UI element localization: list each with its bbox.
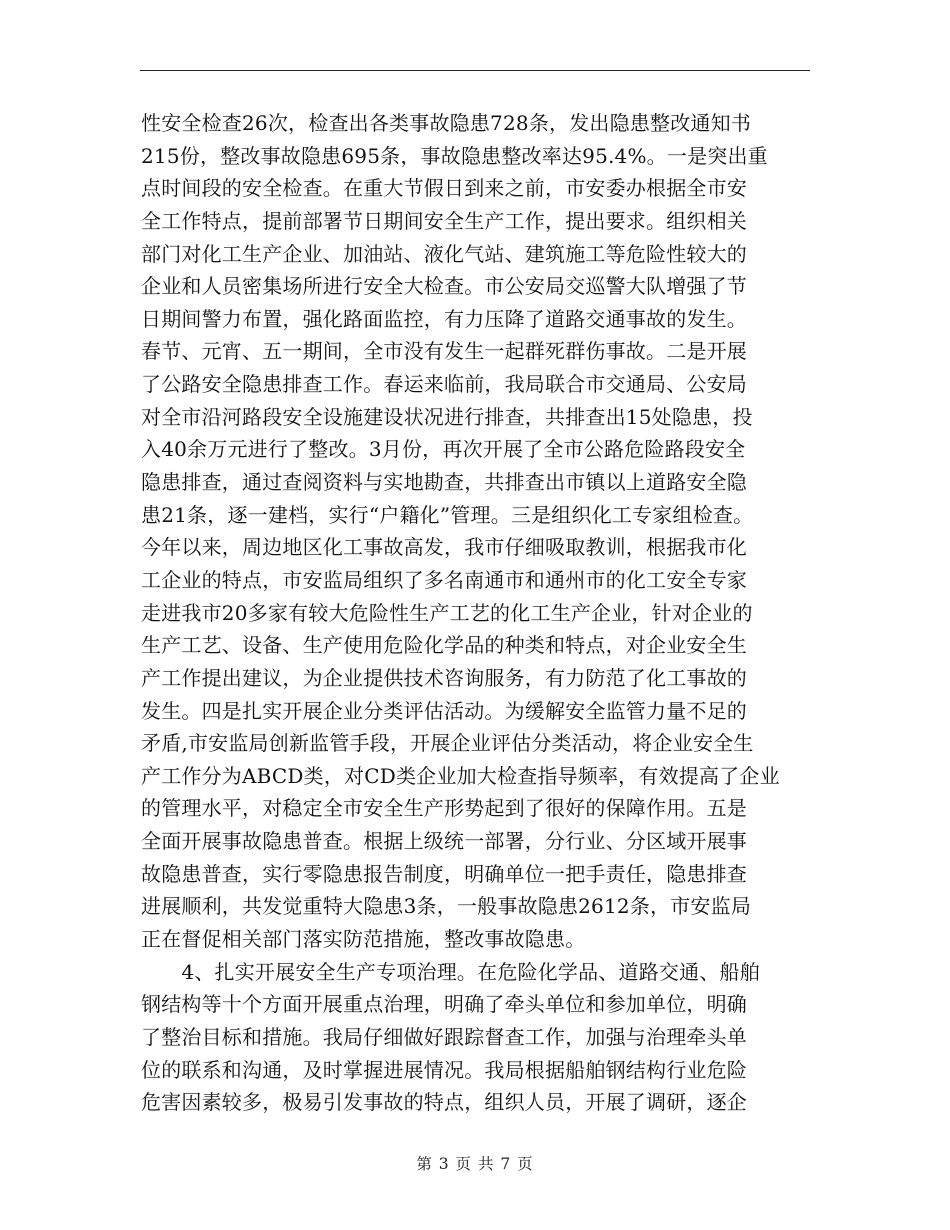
text-line: 正在督促相关部门落实防范措施，整改事故隐患。 (141, 927, 586, 952)
text-line: 入40余万元进行了整改。3月份，再次开展了全市公路危险路段安全 (141, 437, 746, 462)
text-line: 215份，整改事故隐患695条，事故隐患整改率达95.4%。一是突出重 (141, 143, 768, 168)
document-body (141, 107, 813, 1119)
text-line: 危害因素较多，极易引发事故的特点，组织人员，开展了调研，逐企 (141, 1090, 747, 1115)
text-line: 今年以来，周边地区化工事故高发，我市仔细吸取教训，根据我市化 (141, 535, 747, 560)
text-line: 工企业的特点，市安监局组织了多名南通市和通州市的化工安全专家 (141, 567, 747, 592)
text-line: 春节、元宵、五一期间，全市没有发生一起群死群伤事故。二是开展 (141, 339, 747, 364)
text-line: 发生。四是扎实开展企业分类评估活动。为缓解安全监管力量不足的 (141, 698, 747, 723)
text-line: 全工作特点，提前部署节日期间安全生产工作，提出要求。组织相关 (141, 208, 747, 233)
text-line: 企业和人员密集场所进行安全大检查。市公安局交巡警大队增强了节 (141, 274, 747, 299)
text-line: 的管理水平，对稳定全市安全生产形势起到了很好的保障作用。五是 (141, 796, 747, 821)
text-line: 全面开展事故隐患普查。根据上级统一部署，分行业、分区域开展事 (141, 829, 747, 854)
text-line: 了公路安全隐患排查工作。春运来临前，我局联合市交通局、公安局 (141, 372, 747, 397)
text-line: 了整治目标和措施。我局仔细做好跟踪督查工作，加强与治理牵头单 (141, 1024, 747, 1049)
text-line: 日期间警力布置，强化路面监控，有力压降了道路交通事故的发生。 (141, 306, 747, 331)
text-line: 部门对化工生产企业、加油站、液化气站、建筑施工等危险性较大的 (141, 241, 747, 266)
text-line: 进展顺利，共发觉重特大隐患3条，一般事故隐患2612条，市安监局 (141, 894, 752, 919)
header-rule (140, 70, 810, 71)
text-line: 产工作提出建议，为企业提供技术咨询服务，有力防范了化工事故的 (141, 665, 747, 690)
text-line: 位的联系和沟通，及时掌握进展情况。我局根据船舶钢结构行业危险 (141, 1057, 747, 1082)
text-line: 患21条，逐一建档，实行“户籍化”管理。三是组织化工专家组检查。 (141, 502, 754, 527)
text-line: 对全市沿河路段安全设施建设状况进行排查，共排查出15处隐患，投 (141, 404, 753, 429)
text-line: 生产工艺、设备、生产使用危险化学品的种类和特点，对企业安全生 (141, 633, 747, 658)
text-line: 故隐患普查，实行零隐患报告制度，明确单位一把手责任，隐患排查 (141, 861, 747, 886)
page-number-footer: 第 3 页 共 7 页 (416, 1155, 534, 1173)
text-line: 走进我市20多家有较大危险性生产工艺的化工生产企业，针对企业的 (141, 600, 753, 625)
text-line: 产工作分为ABCD类，对CD类企业加大检查指导频率，有效提高了企业 (141, 763, 780, 788)
text-line: 隐患排查，通过查阅资料与实地勘查，共排查出市镇以上道路安全隐 (141, 470, 747, 495)
text-line: 矛盾,市安监局创新监管手段，开展企业评估分类活动，将企业安全生 (141, 731, 754, 756)
text-line: 点时间段的安全检查。在重大节假日到来之前，市安委办根据全市安 (141, 176, 747, 201)
text-line: 性安全检查26次，检查出各类事故隐患728条，发出隐患整改通知书 (141, 111, 752, 135)
text-line: 钢结构等十个方面开展重点治理，明确了牵头单位和参加单位，明确 (141, 992, 747, 1017)
text-line: 4、扎实开展安全生产专项治理。在危险化学品、道路交通、船舶 (141, 959, 760, 984)
